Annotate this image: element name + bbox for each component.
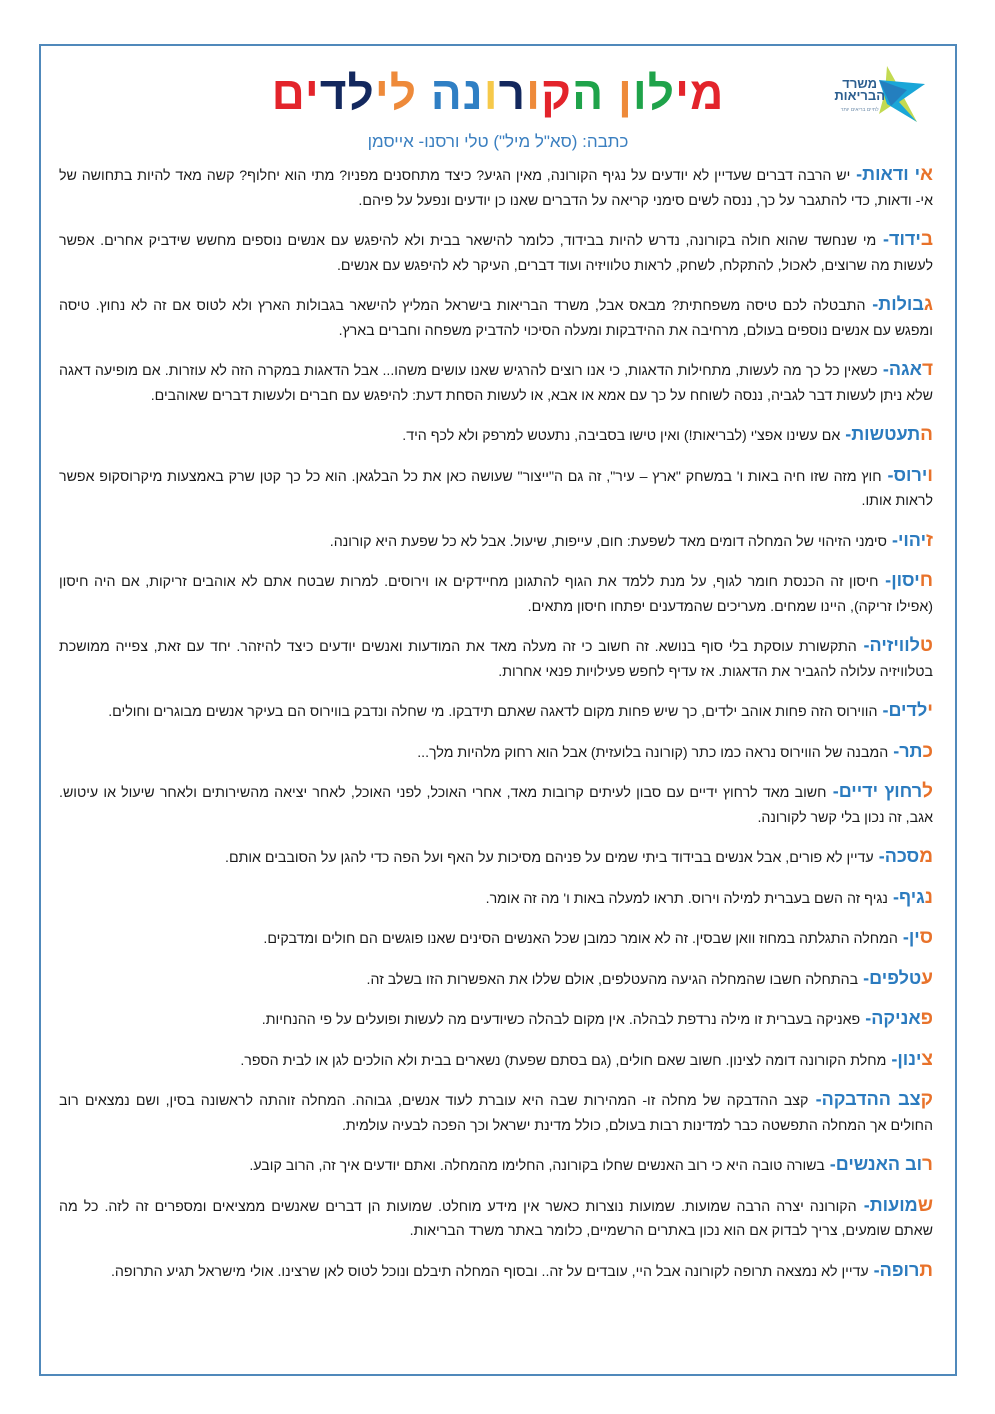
entry-term xyxy=(874,846,933,866)
author-subtitle: כתבה: (סא"ל מיל") טלי ורסנו- אייסמן xyxy=(367,132,629,151)
term-first-letter: ד xyxy=(921,359,933,380)
entry-term xyxy=(886,1049,933,1069)
entry-term xyxy=(888,741,933,761)
entry-term xyxy=(850,164,933,184)
dictionary-entry xyxy=(59,568,933,619)
title-letter: י xyxy=(675,67,690,119)
entry-term xyxy=(876,229,933,249)
dictionary-entry xyxy=(59,357,933,408)
dictionary-entry xyxy=(59,422,933,449)
title-letter: ו xyxy=(483,67,499,119)
term-first-letter: ק xyxy=(920,1089,933,1110)
title-letter xyxy=(604,67,618,119)
term-first-letter: צ xyxy=(921,1048,933,1070)
term-dash: - xyxy=(808,1089,822,1109)
term-dash: - xyxy=(858,967,870,988)
dictionary-entry xyxy=(59,1047,933,1074)
title-letter: ל xyxy=(647,67,676,119)
title-letter: ה xyxy=(430,67,463,119)
title-letter: ל xyxy=(347,67,375,119)
term-first-letter: נ xyxy=(924,886,933,908)
dictionary-entry xyxy=(59,779,933,830)
page-title xyxy=(41,64,955,122)
title-letter: ד xyxy=(319,67,348,119)
term-dash: - xyxy=(881,464,894,485)
term-first-letter: פ xyxy=(920,1008,933,1029)
term-dash: - xyxy=(888,740,900,761)
entry-term xyxy=(857,1195,933,1215)
dictionary-entry xyxy=(59,1152,933,1179)
title-letter: ו xyxy=(526,67,542,119)
term-rest: ינון xyxy=(897,1048,922,1069)
term-rest: בולות xyxy=(878,294,924,314)
term-first-letter: ט xyxy=(919,635,933,656)
dictionary-entry xyxy=(59,739,933,766)
entry-definition: הקורונה יצרה הרבה שמועות. שמועות נוצרות כאשר אין מידע מוחלט. שמועות הן דברים שאנשים ממציאים ומספרים זה לזה. כל מה שאתם שומעים, צריך לבדוק אם הוא נכון באתרים הרשמיים, כלומר באתר משרד הבריאות. xyxy=(59,1198,933,1239)
entry-term xyxy=(857,635,933,655)
term-dash: - xyxy=(865,294,879,314)
term-first-letter: כ xyxy=(922,740,933,762)
term-first-letter: י xyxy=(927,700,933,721)
title-letter: מ xyxy=(689,67,725,119)
term-rest: מועות xyxy=(869,1194,918,1215)
term-dash: - xyxy=(876,229,889,249)
entry-definition: נגיף זה השם בעברית למילה וירוס. תראו למעלה באות ו' מה זה אומר. xyxy=(485,890,888,907)
term-dash: - xyxy=(850,164,863,184)
dictionary-entry xyxy=(59,528,933,555)
dictionary-entry xyxy=(59,1193,933,1244)
dictionary-entry xyxy=(59,162,933,213)
dictionary-entry xyxy=(59,844,933,871)
entry-term xyxy=(865,294,933,314)
term-rest: רופה xyxy=(879,1259,920,1280)
entry-term xyxy=(882,465,933,485)
term-rest: תר xyxy=(899,740,923,761)
dictionary-entry xyxy=(59,633,933,684)
logo-tagline: לחיים בריאים יותר xyxy=(840,107,879,113)
title-letter: ם xyxy=(271,67,306,119)
entry-definition: המבנה של הווירוס נראה כמו כתר (קורונה בלועזית) אבל הוא רחוק מלהיות מלך... xyxy=(417,744,889,761)
term-first-letter: ו xyxy=(927,464,933,486)
term-first-letter: ר xyxy=(922,1154,933,1175)
entry-term xyxy=(825,1154,933,1174)
entry-term xyxy=(860,1008,933,1028)
entry-definition: חיסון זה הכנסת חומר לגוף, על מנת ללמד את הגוף להתגונן מחיידקים או וירוסים. למרות שבטח אתם לא אוהבים זריקות, אם היה חיסון (אפילו זריקה), היינו שמחים. מעריכים שהמדענים יפתחו חיסון מתאים. xyxy=(59,574,933,615)
entry-definition: קצב ההדבקה של מחלה זו- המהירות שבה היא עוברת לעוד אנשים, גבוהה. המחלה זוהתה לראשונה בסין, ושם נמצאים רוב החולים אך המחלה התפשטה כבר למדינות רבות בעולם, כולל מדינת ישראל וכך הפכה לבעיה עולמית. xyxy=(59,1093,933,1134)
entry-definition: חוץ מזה שזו חיה באות ו' במשחק "ארץ – עיר", זה גם ה"ייצור" שעושה כאן את כל הבלגאן. הוא כל כך קטן שרק באמצעות מיקרוסקופ אפשר לראות אותו. xyxy=(59,468,933,509)
entry-definition: אם עשינו אפצ'י (לבריאות!) ואין טישו בסביבה, נתעטש למרפק ולא לכף היד. xyxy=(402,428,841,444)
dictionary-entry xyxy=(59,966,933,993)
title-letter: ו xyxy=(632,67,648,119)
document-frame xyxy=(39,44,957,1376)
term-dash: - xyxy=(856,635,870,655)
title-letter xyxy=(417,67,431,119)
term-first-letter: א xyxy=(920,164,933,185)
term-rest: אגה xyxy=(888,359,922,379)
term-rest: תעטשות xyxy=(851,424,921,444)
term-first-letter: ת xyxy=(919,1259,933,1281)
entry-definition: בהתחלה חשבו שהמחלה הגיעה מהעטלפים, אולם שללו את האפשרות הזו בשלב זה. xyxy=(366,971,859,988)
term-dash: - xyxy=(824,1154,836,1174)
term-rest: ידוד xyxy=(889,229,921,249)
title-letter: ן xyxy=(617,67,633,119)
term-rest: צב ההדבקה xyxy=(821,1089,921,1109)
term-dash: - xyxy=(856,1194,870,1215)
term-dash: - xyxy=(886,529,898,550)
entry-definition: כשאין כל כך מה לעשות, מתחילות הדאגות, כי אנו רוצים להרגיש שאנו עושים משהו... אבל הדאגות במקרה הזה לא עוזרות. אם מופיעה דאגה שלא ניתן לעשות דבר לגביה, ננסה לשוחח על כך עם אמא או אבא, או לעשות הסחת דעת: להיפגש עם חברים ולעשות דברים שאוהבים. xyxy=(59,363,933,404)
entry-term xyxy=(898,927,933,947)
entry-definition: עדיין לא פורים, אבל אנשים בבידוד ביתי שמים על פניהם מסיכות על האף ועל הפה כדי להגן על הסובבים אותם. xyxy=(225,850,874,866)
dictionary-entry xyxy=(59,292,933,343)
term-dash: - xyxy=(877,359,889,379)
term-rest: יסון xyxy=(891,570,920,590)
title-letter: י xyxy=(374,67,390,119)
entry-term xyxy=(858,968,933,988)
term-first-letter: ס xyxy=(919,927,933,948)
term-rest: סכה xyxy=(884,846,920,866)
term-rest: אניקה xyxy=(871,1008,921,1028)
entry-term xyxy=(826,781,933,801)
term-first-letter: ג xyxy=(923,294,933,315)
entry-term xyxy=(840,424,933,444)
term-first-letter: ז xyxy=(926,529,933,551)
term-dash: - xyxy=(877,700,889,720)
term-dash: - xyxy=(868,1259,880,1280)
entry-term xyxy=(878,570,933,590)
entry-term xyxy=(808,1089,933,1109)
entry-term xyxy=(887,530,933,550)
term-rest: לוויזיה xyxy=(869,635,920,655)
term-rest: רחוץ ידיים xyxy=(838,781,923,801)
term-first-letter: מ xyxy=(919,846,933,867)
dictionary-entry xyxy=(59,698,933,725)
title-letter: ה xyxy=(572,67,605,119)
term-first-letter: ח xyxy=(919,570,934,591)
term-rest: יהוי xyxy=(897,529,927,550)
term-rest: טלפים xyxy=(869,967,922,988)
entry-definition: התקשורת עוסקת בלי סוף בנושא. זה חשוב כי זה מעלה מאד את המודעות ואנשים יודעים כיצד להיזהר. יחד עם זאת, צפייה ממושכת בטלוויזיה עלולה להגביר את הדאגות. אז עדיף לחפש פעילויות פנאי אחרות. xyxy=(59,639,933,680)
entry-definition: יש הרבה דברים שעדיין לא יודעים על נגיף הקורונה, מאין הגיע? כיצד מתחסנים מפניו? מתי הוא יחלוף? קשה מאד להיות בתחושה של אי- ודאות, כדי להתגבר על כך, ננסה לשים סימני קריאה על הדברים שאנו כן יודעים ונפעל על פיהם. xyxy=(59,168,933,209)
entry-definition: בשורה טובה היא כי רוב האנשים שחלו בקורונה, החלימו מהמחלה. ואתם יודעים איך זה, הרוב קובע. xyxy=(249,1158,825,1174)
entry-term xyxy=(888,887,933,907)
entry-definition: סימני הזיהוי של המחלה דומים מאד לשפעת: חום, עייפות, שיעול. אבל לא כל שפעת היא קורונה. xyxy=(329,533,887,550)
title-letter: ר xyxy=(498,67,527,119)
entry-definition: עדיין לא נמצאה תרופה לקורונה אבל היי, עובדים על זה.. ובסוף המחלה תיבלם ונוכל לטוס לאן שרצינו. אולי מישראל תגיע התרופה. xyxy=(110,1263,869,1280)
term-dash: - xyxy=(878,570,892,590)
logo-line-1: משרד xyxy=(842,76,878,91)
term-dash: - xyxy=(886,1048,898,1069)
entry-term xyxy=(869,1260,933,1280)
term-dash: - xyxy=(897,927,909,947)
term-first-letter: ל xyxy=(922,781,933,802)
term-dash: - xyxy=(887,886,899,907)
dictionary-entry xyxy=(59,1006,933,1033)
title-letter: י xyxy=(305,67,320,119)
document-header xyxy=(41,46,955,156)
dictionary-entry xyxy=(59,1258,933,1285)
dictionary-entry xyxy=(59,925,933,952)
term-rest: ירוס xyxy=(893,464,928,485)
entry-definition: המחלה התגלתה במחוז וואן שבסין. זה לא אומר כמובן שכל האנשים הסינים שאנו פוגשים הם חולים ומדבקים. xyxy=(263,931,898,947)
term-rest: י ודאות xyxy=(862,164,921,184)
dictionary-entry xyxy=(59,463,933,514)
entry-definition: מחלת הקורונה דומה לצינון. חשוב שאם חולים, (גם בסתם שפעת) נשארים בבית ולא הולכים לגן או לבית הספר. xyxy=(240,1052,887,1069)
title-letter: ק xyxy=(541,67,573,119)
entry-term xyxy=(878,359,933,379)
term-dash: - xyxy=(860,1008,872,1028)
term-rest: לדים xyxy=(888,700,928,720)
term-first-letter: ב xyxy=(920,229,933,250)
entry-term xyxy=(877,700,933,720)
title-letter: נ xyxy=(462,67,484,119)
term-dash: - xyxy=(873,846,885,866)
term-rest: גיף xyxy=(898,886,925,907)
entry-definition: חשוב מאד לרחוץ ידיים עם סבון לעיתים קרובות מאד, אחרי האוכל, לפני האוכל, לאחר יציאה מהשירותים ולאחר שיעול או עיטוש. אגב, זה נכון בלי קשר לקורונה. xyxy=(59,785,933,826)
title-letter: ל xyxy=(389,67,418,119)
logo-line-2: הבריאות xyxy=(834,88,885,103)
term-rest: וב האנשים xyxy=(835,1154,923,1174)
entry-definition: התבטלה לכם טיסה משפחתית? מבאס אבל, משרד הבריאות בישראל המליץ להישאר בגבולות הארץ ולא לטוס אם זה לא נחוץ. טיסה ומפגש עם אנשים נוספים בעולם, מרחיבה את ההידבקות ומעלה הסיכוי להדביק משפחה וחברים בארץ. xyxy=(59,298,933,339)
entry-definition: פאניקה בעברית זו מילה נרדפת לבהלה. אין מקום לבהלה כשיודעים מה לעשות ופועלים על פי ההנחיות. xyxy=(261,1012,861,1028)
entry-definition: הווירוס הזה פחות אוהב ילדים, כך שיש פחות מקום לדאגה שאתם תידבקו. מי שחלה ונדבק בווירוס הם בעיקר אנשים מבוגרים וחולים. xyxy=(108,704,878,720)
entry-definition: מי שנחשד שהוא חולה בקורונה, נדרש להיות בבידוד, כלומר להישאר בבית ולא להיפגש עם אנשים נוספים מחשש שידביק אחרים. אפשר לעשות מה שרוצים, לאכול, להתקלח, לשחק, לראות טלוויזיה ועוד דברים, העיקר לא להיפגש עם אנשים. xyxy=(59,233,933,274)
term-dash: - xyxy=(840,424,852,444)
dictionary-entry xyxy=(59,1087,933,1138)
term-first-letter: ש xyxy=(917,1194,934,1216)
term-dash: - xyxy=(826,781,839,801)
dictionary-entry xyxy=(59,227,933,278)
term-first-letter: ע xyxy=(921,967,933,989)
term-rest: ין xyxy=(908,927,920,947)
term-first-letter: ה xyxy=(920,424,933,445)
dictionary-entries xyxy=(59,162,933,1298)
dictionary-entry xyxy=(59,885,933,912)
